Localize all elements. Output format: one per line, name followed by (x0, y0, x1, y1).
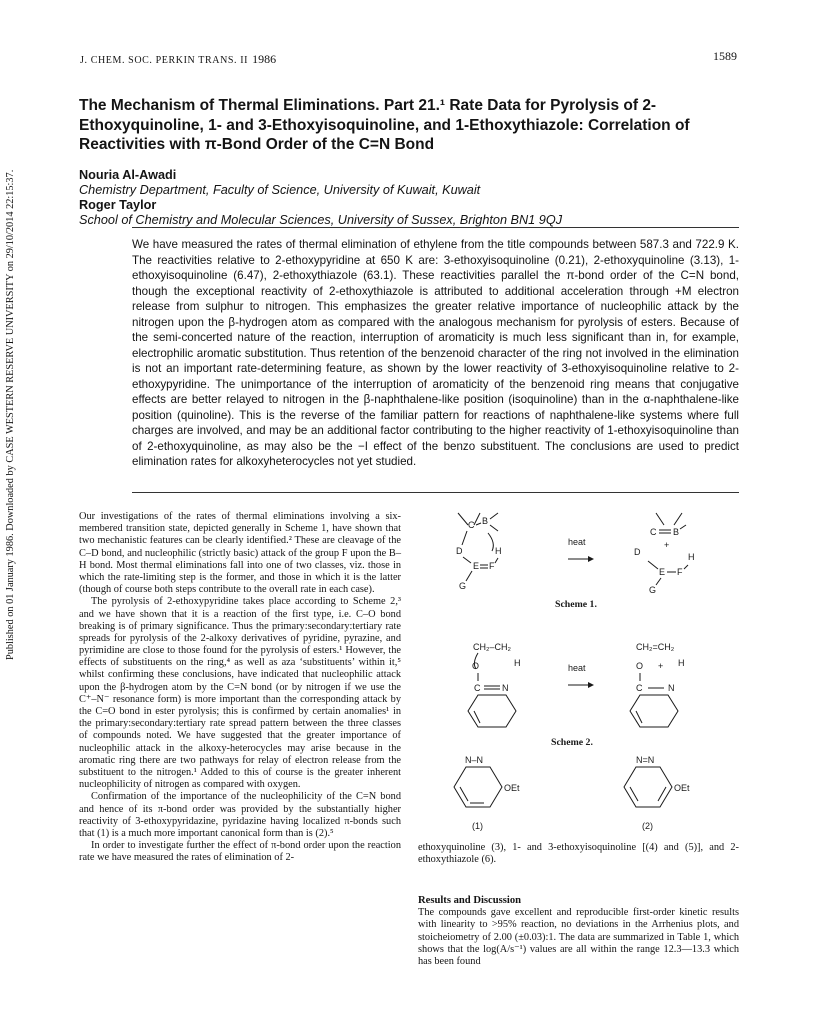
atom-h: H (495, 546, 502, 556)
paragraph-3: Confirmation of the importance of the nucleophilicity of the C=N bond and hence of its π-bond order was provided by the substantially higher reactivity of 3-ethoxypyridazine, pyridazine having localized π-bonds such that (1) is a much more important canonical form than is (2).⁵ (79, 791, 401, 839)
ethylene: CH₂=CH₂ (636, 642, 675, 652)
atom-o: O (472, 661, 480, 671)
paragraph-2: The pyrolysis of 2-ethoxypyridine takes place according to Scheme 2,³ and we have shown that it is a reaction of the first type, i.e. C–O bond breaking is of primary significance. Thus the primary:secondary:tertiary rate spreads for pyrolysis of the 2-alkoxy derivatives of pyridine, pyrazine, and pyrimidine are close to those found for the pyrolysis of esters.¹ However, the effects of substituents on the ring,⁴ as well as aza ‘substituents’ within it,⁵ whilst confirming these conclusions, have indicated that nucleophilic attack upon the β-hydrogen atom by the C=N bond (or by nitrogen if we use the C⁺–N⁻ resonance form) is more important than the corresponding attack by the C=O bond in ester pyrolysis; this is confirmed by certain anomalies¹ in the primary:secondary:tertiary rate spread pattern between the three classes of compounds noted. We have suggested that the greater importance of nucleophilic attack in the alkoxy-heterocycles may arise because in the aromatic ring there are two pathways for relay of electron release from the substituent to the nitrogen.¹ Added to this of course is the greater inherent nucleophilicity of nitrogen as compared with oxygen. (79, 596, 401, 791)
atom-h: H (678, 658, 685, 668)
schemes-svg (418, 503, 739, 833)
atom-h: H (514, 658, 521, 668)
atom-b: B (673, 527, 680, 537)
atom-c: C (474, 683, 481, 693)
atom-n: N (668, 683, 675, 693)
results-text: The compounds gave excellent and reproducible first-order kinetic results with linearity to >95% reaction, no deviations in the Arrhenius plots, and stoicheiometry of 2.00 (±0.03):1. The data are summarized in Table 1, which shows that the log(A/s⁻¹) values are all within the range 12.3—13.3 which has been found (418, 907, 739, 967)
oet-label-2: OEt (674, 783, 690, 793)
compound-2-label: (2) (642, 821, 653, 831)
atom-f: F (677, 567, 683, 577)
atom-g: G (649, 585, 657, 595)
running-head-journal (80, 52, 276, 67)
scheme1-product (634, 513, 695, 595)
author-name-2: Roger Taylor (79, 198, 157, 212)
nn-single-bond: N–N (465, 755, 484, 765)
journal-year: 1986 (252, 52, 277, 66)
atom-plus: + (664, 540, 670, 550)
abstract-top-rule (132, 227, 739, 228)
download-watermark: Published on 01 January 1986. Downloaded by CASE WESTERN RESERVE UNIVERSITY on 29/10/2014 22:15:37. (5, 169, 16, 660)
atom-c: C (650, 527, 657, 537)
abstract-bottom-rule (132, 492, 739, 493)
atom-c: C (636, 683, 643, 693)
atom-d: D (456, 546, 463, 556)
atom-d: D (634, 547, 641, 557)
atom-e: E (659, 567, 666, 577)
scheme2-heat-label: heat (568, 663, 586, 673)
scheme2-product (630, 642, 685, 727)
scheme1-reactant (456, 513, 502, 591)
journal-name: J. CHEM. SOC. PERKIN TRANS. II (80, 55, 249, 66)
author-name-1: Nouria Al-Awadi (79, 168, 177, 182)
reaction-schemes-figure (418, 503, 739, 833)
author-affiliation-2: School of Chemistry and Molecular Sciences, University of Sussex, Brighton BN1 9QJ (79, 213, 563, 227)
atom-n: N (502, 683, 509, 693)
paragraph-1: Our investigations of the rates of thermal eliminations involving a six-membered transition state, depicted generally in Scheme 1, have shown that two mechanistic features can be clearly identified.² These are cleavage of the C–D bond, and nucleophilic (strictly basic) attack of the group F upon the B–H bond. Most thermal eliminations fall into one of two classes, viz. those in which the rate-limiting step is the former, and those in which it is the latter (though of course both steps contribute to the overall rate in each case). (79, 511, 401, 596)
results-heading: Results and Discussion (418, 895, 522, 906)
atom-b: B (482, 516, 489, 526)
article-title: The Mechanism of Thermal Eliminations. Part 21.¹ Rate Data for Pyrolysis of 2-Ethoxyquinoline, 1- and 3-Ethoxyisoquinoline, and 1-Ethoxythiazole: Correlation of Reactivities with π-Bond Order of the C=N Bond (79, 97, 690, 153)
scheme2-reactant (468, 642, 521, 727)
compound-2-structure (624, 755, 690, 831)
results-section (418, 895, 739, 968)
atom-f: F (489, 561, 495, 571)
ethyl-fragment: CH₂–CH₂ (473, 642, 511, 652)
nn-double-bond: N=N (636, 755, 655, 765)
body-left-column (79, 511, 401, 864)
atom-e: E (473, 561, 480, 571)
compound-1-structure (454, 755, 520, 831)
oet-label-1: OEt (504, 783, 520, 793)
atom-g: G (459, 581, 467, 591)
scheme1-heat-label: heat (568, 537, 586, 547)
author-block (79, 168, 739, 228)
atom-plus: + (658, 661, 664, 671)
author-affiliation-1: Chemistry Department, Faculty of Science, University of Kuwait, Kuwait (79, 183, 481, 197)
page-number: 1589 (713, 49, 737, 63)
atom-c: C (468, 520, 475, 530)
abstract: We have measured the rates of thermal elimination of ethylene from the title compounds between 587.3 and 722.9 K. The reactivities relative to 2-ethoxypyridine at 650 K are: 3-ethoxyisoquinoline (0.21), 2-ethoxyquinoline (3.13), 1-ethoxyisoquinoline (6.47), 2-ethoxythiazole (63.1). These reactivities parallel the π-bond order of the C=N bond, though the exceptional reactivity of 2-ethoxythiazole is attributed to additional acceleration through +M electron release from sulphur to nitrogen. This emphasizes the greater relative importance of nucleophilic attack by the nitrogen upon the β-hydrogen atom as compared with the analogous mechanism for pyrolysis of esters. Because of the semi-concerted nature of the reaction, interruption of aromaticity is much less significant than in, for example, electrophilic aromatic substitution. Thus retention of the benzenoid character of the ring not involved in the elimination is not an important rate-determining feature, as shown by the lower reactivity of 3-ethoxyisoquinoline relative to 2-ethoxypyridine. The unimportance of the interruption of aromaticity of the benzenoid ring means that conjugative effects are better relayed to nitrogen in the β-naphthalene-like position (isoquinoline) than in the α-naphthalene-like position (quinoline). This is the reverse of the familiar pattern for reactions of naphthalene-like systems where full charges are involved, and may be an additional factor contributing to the higher reactivity of 1-ethoxyisoquinoline than of 2-ethoxyquinoline, as may also be the −I effect of the benzo substituent. The conclusions are used to predict elimination rates for alkoxyheterocycles not yet studied. (132, 238, 739, 468)
scheme2-caption: Scheme 2. (551, 737, 593, 748)
compound-1-label: (1) (472, 821, 483, 831)
atom-o: O (636, 661, 644, 671)
paragraph-4: In order to investigate further the effect of π-bond order upon the reaction rate we have measured the rates of elimination of 2- (79, 840, 401, 864)
right-column-text: ethoxyquinoline (3), 1- and 3-ethoxyisoquinoline [(4) and (5)], and 2-ethoxythiazole (6). (418, 842, 739, 866)
atom-h: H (688, 552, 695, 562)
scheme1-caption: Scheme 1. (555, 599, 597, 610)
body-right-column (418, 842, 739, 866)
